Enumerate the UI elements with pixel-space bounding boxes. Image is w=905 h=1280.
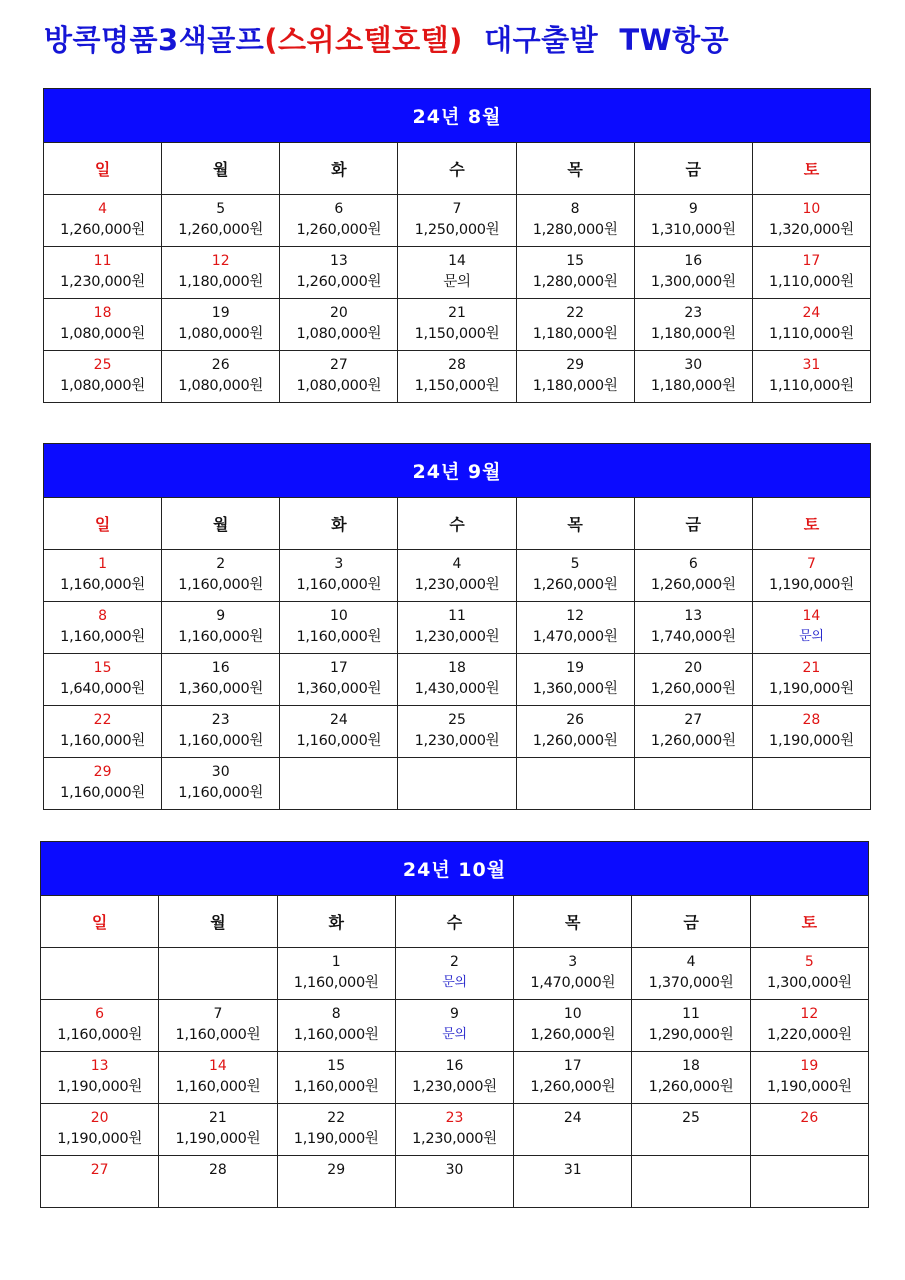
day-number: 15 [93, 660, 112, 676]
weekday-label: 월 [162, 498, 280, 550]
weekday-label: 화 [280, 143, 398, 195]
day-number: 17 [563, 1058, 582, 1074]
price-label: 1,260,000원 [530, 1027, 616, 1043]
day-cell [750, 1104, 868, 1156]
day-number: 3 [334, 556, 344, 572]
day-cell [395, 1104, 513, 1156]
price-label: 1,110,000원 [769, 378, 854, 394]
day-cell [277, 1156, 395, 1208]
day-number: 8 [98, 608, 108, 624]
calendar-october [40, 841, 869, 1208]
day-cell [44, 195, 162, 247]
weekday-label: 수 [398, 143, 516, 195]
price-label: 1,260,000원 [532, 733, 618, 749]
price-label: 1,160,000원 [178, 629, 264, 645]
price-label: 1,260,000원 [648, 1079, 734, 1095]
price-label: 1,260,000원 [530, 1079, 616, 1095]
price-label: 1,470,000원 [532, 629, 618, 645]
weekday-label: 토 [750, 896, 868, 948]
price-label: 1,190,000원 [57, 1131, 143, 1147]
price-label: 1,260,000원 [296, 222, 382, 238]
day-number: 10 [329, 608, 348, 624]
day-number: 16 [445, 1058, 464, 1074]
page-title [44, 18, 729, 62]
price-label: 1,430,000원 [414, 681, 500, 697]
day-number: 28 [802, 712, 821, 728]
price-label: 1,080,000원 [60, 326, 145, 342]
day-number: 23 [211, 712, 230, 728]
day-number: 25 [93, 357, 112, 373]
day-cell [159, 1156, 277, 1208]
day-number: 6 [95, 1006, 105, 1022]
day-cell [634, 351, 752, 403]
day-number: 5 [570, 556, 580, 572]
day-cell [398, 654, 516, 706]
day-cell [44, 247, 162, 299]
price-label: 1,230,000원 [60, 274, 145, 290]
day-number: 24 [329, 712, 348, 728]
day-cell [162, 299, 280, 351]
day-cell [398, 351, 516, 403]
day-cell [44, 299, 162, 351]
price-label: 1,080,000원 [296, 326, 382, 342]
price-label: 1,310,000원 [650, 222, 736, 238]
weekday-label: 목 [516, 143, 634, 195]
inquiry-label: 문의 [442, 975, 467, 990]
weekday-label: 화 [280, 498, 398, 550]
day-cell [750, 1052, 868, 1104]
day-cell [395, 1000, 513, 1052]
price-label: 1,260,000원 [650, 577, 736, 593]
day-number: 4 [452, 556, 462, 572]
day-number: 25 [448, 712, 466, 728]
day-number: 3 [568, 954, 578, 970]
price-label: 1,150,000원 [414, 378, 500, 394]
day-cell [159, 1052, 277, 1104]
day-number: 12 [566, 608, 585, 624]
day-number: 1 [98, 556, 108, 572]
weekday-label: 토 [752, 143, 870, 195]
price-label: 1,180,000원 [178, 274, 264, 290]
day-cell [516, 299, 634, 351]
day-number: 6 [334, 201, 344, 217]
day-number: 28 [209, 1162, 227, 1178]
day-number: 9 [450, 1006, 459, 1022]
day-number: 21 [802, 660, 821, 676]
day-number: 23 [445, 1110, 464, 1126]
day-cell [514, 1156, 632, 1208]
price-label: 1,260,000원 [650, 681, 736, 697]
day-number: 17 [802, 253, 821, 269]
price-label: 1,280,000원 [532, 274, 618, 290]
price-label: 1,160,000원 [178, 733, 264, 749]
day-cell [162, 195, 280, 247]
price-label: 1,230,000원 [414, 733, 500, 749]
price-label: 1,160,000원 [296, 629, 382, 645]
day-number: 13 [329, 253, 348, 269]
day-cell [516, 351, 634, 403]
price-label: 1,110,000원 [769, 274, 854, 290]
day-cell [514, 1000, 632, 1052]
day-cell [44, 351, 162, 403]
day-cell [44, 758, 162, 810]
price-label: 1,160,000원 [178, 785, 264, 801]
day-cell [516, 758, 634, 810]
month-header: 24년 8월 [44, 89, 871, 143]
day-cell [398, 758, 516, 810]
day-number: 27 [329, 357, 348, 373]
day-cell [516, 195, 634, 247]
day-number: 26 [800, 1110, 819, 1126]
day-cell [280, 758, 398, 810]
weekday-label: 토 [752, 498, 870, 550]
day-cell [280, 247, 398, 299]
day-number: 19 [211, 305, 230, 321]
day-cell [162, 602, 280, 654]
weekday-label: 일 [41, 896, 159, 948]
day-number: 28 [448, 357, 466, 373]
weekday-label: 금 [634, 498, 752, 550]
day-cell [752, 706, 870, 758]
day-number: 12 [211, 253, 230, 269]
price-label: 1,370,000원 [648, 975, 734, 991]
day-cell [395, 948, 513, 1000]
day-cell [752, 602, 870, 654]
day-number: 29 [327, 1162, 346, 1178]
day-cell [162, 654, 280, 706]
day-number: 1 [331, 954, 341, 970]
price-label: 1,260,000원 [60, 222, 145, 238]
day-number: 11 [682, 1006, 700, 1022]
day-number: 30 [684, 357, 703, 373]
weekday-label: 목 [516, 498, 634, 550]
weekday-label: 월 [162, 143, 280, 195]
inquiry-label: 문의 [443, 274, 471, 290]
title-hotel: (스위소텔호텔) [264, 23, 463, 57]
price-label: 1,160,000원 [296, 577, 382, 593]
day-number: 22 [93, 712, 112, 728]
day-cell [398, 706, 516, 758]
day-number: 21 [209, 1110, 227, 1126]
day-cell [634, 247, 752, 299]
day-number: 30 [445, 1162, 464, 1178]
day-cell [398, 247, 516, 299]
day-cell [632, 1000, 750, 1052]
inquiry-label: 문의 [442, 1027, 467, 1042]
day-cell [632, 948, 750, 1000]
day-number: 8 [331, 1006, 341, 1022]
price-label: 1,080,000원 [60, 378, 145, 394]
price-label: 1,080,000원 [178, 326, 264, 342]
day-number: 11 [93, 253, 112, 269]
price-label: 1,150,000원 [414, 326, 500, 342]
day-number: 27 [90, 1162, 109, 1178]
day-number: 14 [448, 253, 466, 269]
price-label: 1,230,000원 [412, 1131, 497, 1147]
day-cell [41, 1000, 159, 1052]
price-label: 1,300,000원 [766, 975, 852, 991]
day-cell [632, 1052, 750, 1104]
price-label: 1,470,000원 [530, 975, 616, 991]
price-label: 1,160,000원 [60, 785, 145, 801]
day-cell [159, 1000, 277, 1052]
day-cell [752, 247, 870, 299]
day-number: 8 [570, 201, 580, 217]
day-cell [277, 948, 395, 1000]
day-cell [162, 706, 280, 758]
price-label: 1,250,000원 [414, 222, 500, 238]
price-label: 1,230,000원 [414, 629, 500, 645]
day-number: 5 [804, 954, 814, 970]
day-number: 4 [98, 201, 108, 217]
day-number: 26 [566, 712, 585, 728]
day-number: 18 [448, 660, 466, 676]
day-cell [634, 602, 752, 654]
price-label: 1,160,000원 [296, 733, 382, 749]
day-cell [398, 550, 516, 602]
price-label: 1,300,000원 [650, 274, 736, 290]
day-cell [750, 948, 868, 1000]
price-label: 1,190,000원 [293, 1131, 379, 1147]
weekday-label: 금 [634, 143, 752, 195]
price-label: 1,190,000원 [766, 1079, 852, 1095]
day-number: 2 [216, 556, 226, 572]
day-cell [516, 706, 634, 758]
day-cell [159, 948, 277, 1000]
day-cell [395, 1156, 513, 1208]
title-prefix: 방콕명품3색골프 [44, 23, 265, 57]
day-cell [750, 1156, 868, 1208]
day-number: 29 [566, 357, 585, 373]
price-label: 1,220,000원 [766, 1027, 852, 1043]
price-label: 1,160,000원 [57, 1027, 143, 1043]
day-cell [280, 195, 398, 247]
day-cell [752, 550, 870, 602]
day-cell [159, 1104, 277, 1156]
day-cell [632, 1156, 750, 1208]
price-label: 1,230,000원 [414, 577, 500, 593]
day-number: 17 [329, 660, 348, 676]
day-number: 21 [448, 305, 466, 321]
price-label: 1,260,000원 [650, 733, 736, 749]
day-cell [280, 602, 398, 654]
day-cell [41, 948, 159, 1000]
day-number: 10 [802, 201, 821, 217]
price-label: 1,260,000원 [532, 577, 618, 593]
day-cell [634, 758, 752, 810]
day-number: 20 [90, 1110, 109, 1126]
day-number: 14 [802, 608, 821, 624]
day-cell [280, 299, 398, 351]
calendar-august [43, 88, 871, 403]
day-number: 7 [806, 556, 816, 572]
weekday-label: 금 [632, 896, 750, 948]
day-cell [44, 602, 162, 654]
day-number: 7 [213, 1006, 223, 1022]
day-number: 26 [211, 357, 230, 373]
day-cell [398, 299, 516, 351]
day-number: 9 [688, 201, 698, 217]
day-number: 2 [450, 954, 459, 970]
day-cell [516, 247, 634, 299]
day-cell [280, 654, 398, 706]
day-number: 24 [563, 1110, 582, 1126]
price-label: 1,260,000원 [296, 274, 382, 290]
day-number: 9 [216, 608, 226, 624]
day-cell [516, 654, 634, 706]
day-cell [514, 948, 632, 1000]
day-cell [277, 1104, 395, 1156]
price-label: 1,160,000원 [293, 1027, 379, 1043]
inquiry-label: 문의 [799, 629, 824, 644]
price-label: 1,160,000원 [60, 733, 145, 749]
day-cell [44, 654, 162, 706]
day-number: 15 [566, 253, 585, 269]
day-number: 11 [448, 608, 466, 624]
month-header: 24년 9월 [44, 444, 871, 498]
price-label: 1,080,000원 [178, 378, 264, 394]
day-number: 19 [800, 1058, 819, 1074]
day-number: 16 [684, 253, 703, 269]
day-number: 13 [90, 1058, 109, 1074]
day-number: 15 [327, 1058, 346, 1074]
day-number: 31 [802, 357, 821, 373]
price-label: 1,360,000원 [178, 681, 264, 697]
price-label: 1,110,000원 [769, 326, 854, 342]
weekday-label: 일 [44, 498, 162, 550]
day-number: 18 [93, 305, 112, 321]
day-cell [752, 299, 870, 351]
day-cell [516, 550, 634, 602]
day-cell [752, 654, 870, 706]
day-cell [752, 758, 870, 810]
day-cell [634, 654, 752, 706]
price-label: 1,180,000원 [532, 378, 618, 394]
day-number: 16 [211, 660, 230, 676]
weekday-label: 수 [395, 896, 513, 948]
day-cell [280, 351, 398, 403]
price-label: 1,160,000원 [178, 577, 264, 593]
day-cell [398, 602, 516, 654]
day-cell [398, 195, 516, 247]
day-cell [41, 1052, 159, 1104]
day-number: 14 [209, 1058, 227, 1074]
day-number: 12 [800, 1006, 819, 1022]
price-label: 1,190,000원 [57, 1079, 143, 1095]
day-number: 13 [684, 608, 703, 624]
price-label: 1,230,000원 [412, 1079, 497, 1095]
day-number: 18 [682, 1058, 700, 1074]
price-label: 1,160,000원 [293, 975, 379, 991]
day-cell [162, 351, 280, 403]
price-label: 1,640,000원 [60, 681, 145, 697]
day-number: 22 [566, 305, 585, 321]
day-number: 20 [684, 660, 703, 676]
day-cell [750, 1000, 868, 1052]
price-label: 1,160,000원 [175, 1079, 261, 1095]
weekday-label: 화 [277, 896, 395, 948]
day-cell [277, 1052, 395, 1104]
calendar-september [43, 443, 871, 810]
price-label: 1,190,000원 [769, 681, 854, 697]
price-label: 1,190,000원 [769, 577, 854, 593]
price-label: 1,260,000원 [178, 222, 264, 238]
day-number: 29 [93, 764, 112, 780]
day-number: 20 [329, 305, 348, 321]
day-cell [634, 706, 752, 758]
price-label: 1,360,000원 [296, 681, 382, 697]
day-cell [162, 758, 280, 810]
day-cell [752, 195, 870, 247]
day-number: 6 [688, 556, 698, 572]
month-header: 24년 10월 [41, 842, 869, 896]
day-cell [41, 1104, 159, 1156]
weekday-label: 수 [398, 498, 516, 550]
price-label: 1,740,000원 [650, 629, 736, 645]
day-cell [514, 1104, 632, 1156]
price-label: 1,160,000원 [60, 577, 145, 593]
day-number: 4 [686, 954, 696, 970]
price-label: 1,160,000원 [175, 1027, 261, 1043]
day-number: 23 [684, 305, 703, 321]
day-cell [634, 550, 752, 602]
price-label: 1,190,000원 [175, 1131, 261, 1147]
day-number: 5 [216, 201, 226, 217]
day-cell [162, 247, 280, 299]
day-cell [277, 1000, 395, 1052]
day-number: 22 [327, 1110, 346, 1126]
price-label: 1,160,000원 [293, 1079, 379, 1095]
day-cell [395, 1052, 513, 1104]
day-cell [280, 706, 398, 758]
price-label: 1,180,000원 [650, 326, 736, 342]
day-cell [44, 550, 162, 602]
day-number: 19 [566, 660, 585, 676]
day-number: 27 [684, 712, 703, 728]
day-number: 31 [563, 1162, 582, 1178]
price-label: 1,180,000원 [650, 378, 736, 394]
day-number: 10 [563, 1006, 582, 1022]
weekday-label: 일 [44, 143, 162, 195]
weekday-label: 월 [159, 896, 277, 948]
day-number: 7 [452, 201, 462, 217]
price-label: 1,290,000원 [648, 1027, 734, 1043]
day-number: 30 [211, 764, 230, 780]
day-cell [41, 1156, 159, 1208]
price-label: 1,190,000원 [769, 733, 854, 749]
title-suffix: 대구출발 TW항공 [484, 23, 730, 57]
day-number: 25 [682, 1110, 700, 1126]
day-cell [516, 602, 634, 654]
price-label: 1,160,000원 [60, 629, 145, 645]
day-cell [44, 706, 162, 758]
day-cell [632, 1104, 750, 1156]
day-number: 24 [802, 305, 821, 321]
day-cell [514, 1052, 632, 1104]
day-cell [634, 299, 752, 351]
price-label: 1,360,000원 [532, 681, 618, 697]
day-cell [752, 351, 870, 403]
price-label: 1,280,000원 [532, 222, 618, 238]
price-label: 1,320,000원 [769, 222, 854, 238]
day-cell [280, 550, 398, 602]
day-cell [634, 195, 752, 247]
weekday-label: 목 [514, 896, 632, 948]
price-label: 1,080,000원 [296, 378, 382, 394]
price-label: 1,180,000원 [532, 326, 618, 342]
day-cell [162, 550, 280, 602]
